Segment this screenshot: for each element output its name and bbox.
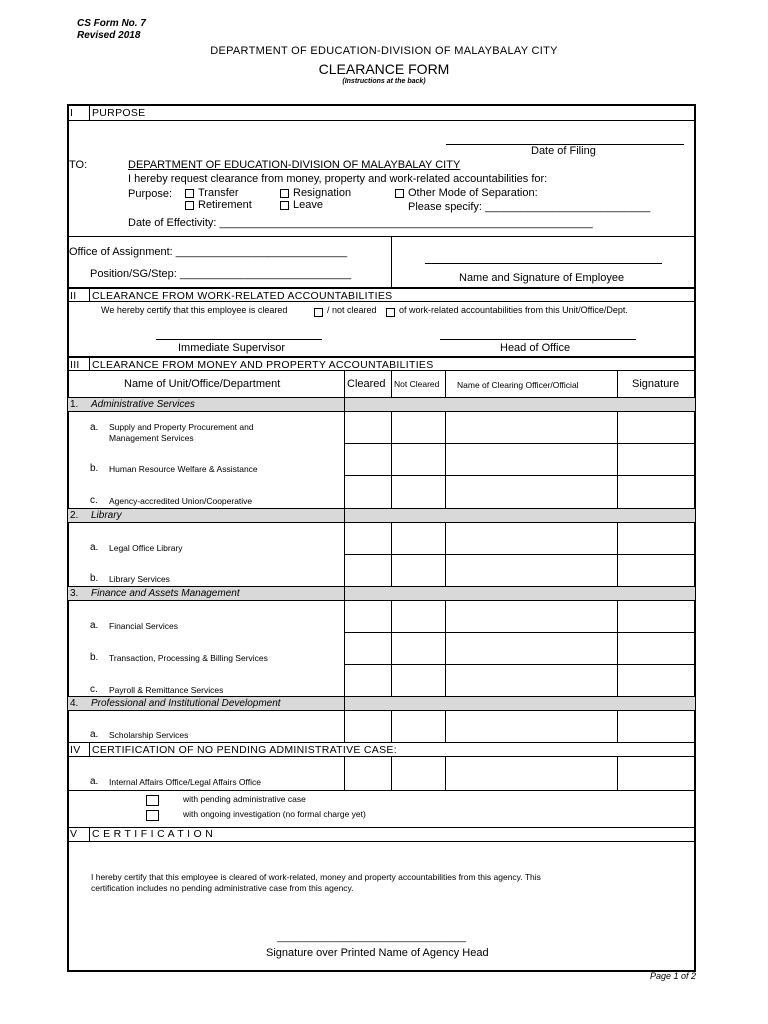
col-cleared-header: Cleared — [347, 378, 386, 390]
certify-text-a: We hereby certify that this employee is cleared — [101, 305, 288, 315]
divider — [68, 287, 695, 289]
group-1-num: 1. — [70, 399, 79, 410]
divider — [89, 357, 90, 370]
group-3-name: Finance and Assets Management — [91, 588, 240, 599]
item-letter: c. — [90, 684, 98, 695]
col-not-cleared-header: Not Cleared — [394, 379, 440, 389]
section-5-title: C E R T I F I C A T I O N — [92, 828, 214, 840]
item-letter: a. — [90, 422, 99, 433]
divider — [445, 756, 446, 790]
item-name: Supply and Property Procurement and — [109, 422, 254, 432]
form-no-text: CS Form No. 7 — [77, 18, 146, 29]
divider — [68, 756, 695, 757]
item-name-line2: Management Services — [109, 433, 194, 443]
divider — [344, 554, 695, 555]
head-of-office-label: Head of Office — [500, 342, 571, 354]
divider — [68, 522, 695, 523]
item-name: Payroll & Remittance Services — [109, 685, 224, 695]
certify-text-b: / not cleared — [327, 305, 377, 315]
instructions-note: (Instructions at the back) — [342, 78, 426, 85]
pending-case-checkbox[interactable] — [146, 795, 159, 806]
item-letter: a. — [90, 729, 99, 740]
item-letter: a. — [90, 776, 99, 787]
divider — [617, 756, 618, 790]
col-officer-header: Name of Clearing Officer/Official — [457, 380, 579, 390]
divider — [89, 105, 90, 120]
divider — [68, 841, 695, 842]
leave-label: Leave — [293, 199, 323, 211]
item-name: Library Services — [109, 574, 170, 584]
group-2-num: 2. — [70, 510, 79, 521]
section-4-num: IV — [70, 744, 81, 756]
item-name: Internal Affairs Office/Legal Affairs Office — [109, 777, 261, 787]
divider — [89, 827, 90, 841]
leave-checkbox[interactable] — [280, 201, 289, 210]
supervisor-signature-line[interactable] — [156, 339, 322, 340]
group-band — [345, 697, 695, 710]
purpose-label: Purpose: — [128, 188, 173, 200]
section-2-title: CLEARANCE FROM WORK-RELATED ACCOUNTABILITIES — [92, 290, 393, 302]
section-1-num: I — [70, 107, 74, 119]
divider — [68, 790, 695, 791]
divider — [617, 370, 618, 742]
certification-text-line2: certification includes no pending administrative case from this agency. — [91, 883, 354, 893]
not-cleared-checkbox[interactable] — [386, 308, 395, 317]
group-4-name: Professional and Institutional Development — [91, 698, 281, 709]
divider — [68, 742, 695, 743]
form-title: CLEARANCE FORM — [318, 61, 450, 77]
retirement-label: Retirement — [198, 199, 252, 211]
divider — [68, 356, 695, 358]
section-3-num: III — [70, 359, 80, 371]
item-name: Legal Office Library — [109, 543, 183, 553]
resignation-label: Resignation — [293, 187, 352, 199]
date-of-filing-label: Date of Filing — [531, 145, 596, 157]
item-name: Agency-accredited Union/Cooperative — [109, 496, 253, 506]
group-3-num: 3. — [70, 588, 79, 599]
agency-head-signature-line[interactable]: __________________________________ — [277, 932, 467, 943]
retirement-checkbox[interactable] — [185, 201, 194, 210]
section-4-title: CERTIFICATION OF NO PENDING ADMINISTRATIVE CASE: — [92, 744, 397, 756]
divider — [344, 632, 695, 633]
page-number: Page 1 of 2 — [649, 971, 696, 981]
office-of-assignment-field[interactable]: Office of Assignment: ____________________________ — [69, 246, 348, 258]
transfer-checkbox[interactable] — [185, 189, 194, 198]
position-field[interactable]: Position/SG/Step: ____________________________ — [90, 268, 352, 280]
section-5-num: V — [70, 828, 78, 840]
divider — [344, 664, 695, 665]
item-name: Scholarship Services — [109, 730, 189, 740]
divider — [68, 600, 695, 601]
divider — [344, 443, 695, 444]
col-signature-header: Signature — [632, 378, 680, 390]
divider — [89, 742, 90, 756]
section-3-title: CLEARANCE FROM MONEY AND PROPERTY ACCOUNTABILITIES — [92, 359, 434, 371]
group-band — [345, 509, 695, 522]
employee-signature-label: Name and Signature of Employee — [459, 272, 625, 284]
divider — [68, 710, 695, 711]
to-value: DEPARTMENT OF EDUCATION-DIVISION OF MALAYBALAY CITY — [128, 159, 461, 171]
item-letter: b. — [90, 463, 99, 474]
employee-signature-line[interactable] — [425, 263, 662, 264]
divider — [89, 288, 90, 301]
section-1-title: PURPOSE — [92, 107, 146, 119]
group-band — [345, 398, 695, 411]
divider — [68, 411, 695, 412]
section-2-num: II — [70, 290, 77, 302]
revised-text: Revised 2018 — [77, 30, 141, 41]
resignation-checkbox[interactable] — [280, 189, 289, 198]
divider — [344, 475, 695, 476]
pending-case-label: with pending administrative case — [183, 794, 306, 804]
date-of-effectivity-field[interactable]: Date of Effectivity: _____________________________________________________________ — [128, 217, 593, 229]
head-signature-line[interactable] — [440, 339, 636, 340]
item-name: Financial Services — [109, 621, 178, 631]
form-number — [77, 18, 146, 42]
divider — [344, 370, 345, 742]
please-specify-field[interactable]: Please specify: ___________________________ — [408, 201, 651, 213]
other-mode-label: Other Mode of Separation: — [408, 187, 538, 199]
department-heading: DEPARTMENT OF EDUCATION-DIVISION OF MALAYBALAY CITY — [210, 45, 558, 57]
supervisor-label: Immediate Supervisor — [178, 342, 285, 354]
cleared-checkbox[interactable] — [314, 308, 323, 317]
divider — [391, 236, 392, 287]
item-name: Transaction, Processing & Billing Services — [109, 653, 268, 663]
col-unit-header: Name of Unit/Office/Department — [124, 378, 281, 390]
divider — [68, 236, 695, 237]
to-label: TO: — [69, 159, 88, 171]
agency-head-signature-label: Signature over Printed Name of Agency Head — [266, 947, 489, 959]
ongoing-investigation-checkbox[interactable] — [146, 810, 159, 821]
group-2-name: Library — [91, 510, 122, 521]
divider — [68, 120, 695, 121]
item-letter: a. — [90, 620, 99, 631]
group-band — [345, 587, 695, 600]
divider — [391, 370, 392, 742]
group-4-num: 4. — [70, 698, 79, 709]
item-letter: b. — [90, 573, 99, 584]
ongoing-investigation-label: with ongoing investigation (no formal charge yet) — [183, 809, 366, 819]
item-letter: a. — [90, 542, 99, 553]
item-name: Human Resource Welfare & Assistance — [109, 464, 258, 474]
divider — [391, 756, 392, 790]
certify-text-c: of work-related accountabilities from this Unit/Office/Dept. — [399, 305, 628, 315]
item-letter: c. — [90, 495, 98, 506]
transfer-label: Transfer — [198, 187, 239, 199]
item-letter: b. — [90, 652, 99, 663]
group-1-name: Administrative Services — [91, 399, 195, 410]
certification-text-line1: I hereby certify that this employee is cleared of work-related, money and property accountabilities from this agency. This — [91, 872, 541, 882]
divider — [445, 370, 446, 742]
divider — [344, 756, 345, 790]
other-mode-checkbox[interactable] — [395, 189, 404, 198]
request-text: I hereby request clearance from money, property and work-related accountabilities for: — [128, 173, 548, 185]
